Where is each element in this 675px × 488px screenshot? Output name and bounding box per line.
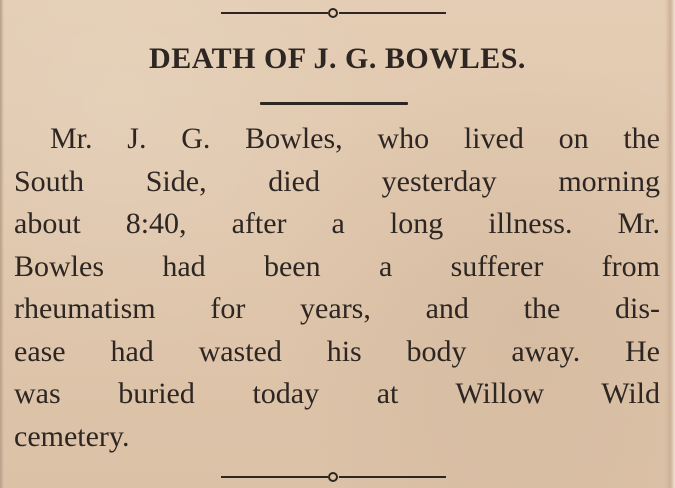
bottom-ornament-knot [328,472,338,482]
article-headline: DEATH OF J. G. BOWLES. [149,42,526,75]
article-line: about 8:40, after a long illness. Mr. [14,207,660,240]
article-line: South Side, died yesterday morning [14,164,660,198]
article-line: cemetery. [14,419,130,453]
article-line: was buried today at Willow Wild [14,377,660,410]
bottom-ornament-line-left [221,476,328,478]
article-line: Bowles had been a sufferer from [14,249,660,283]
top-ornament-rule [221,8,446,18]
top-ornament-line-left [221,12,328,14]
article-line: ease had wasted his body away. He [14,334,660,368]
article-line: Mr. J. G. Bowles, who lived on the [50,122,660,155]
top-ornament-knot [328,8,338,18]
article-body [14,118,660,458]
top-ornament-line-right [339,12,446,14]
headline-divider [260,102,408,105]
article-line: rheumatism for years, and the dis- [14,292,660,325]
bottom-ornament-line-right [339,476,446,478]
bottom-ornament-rule [221,472,446,482]
